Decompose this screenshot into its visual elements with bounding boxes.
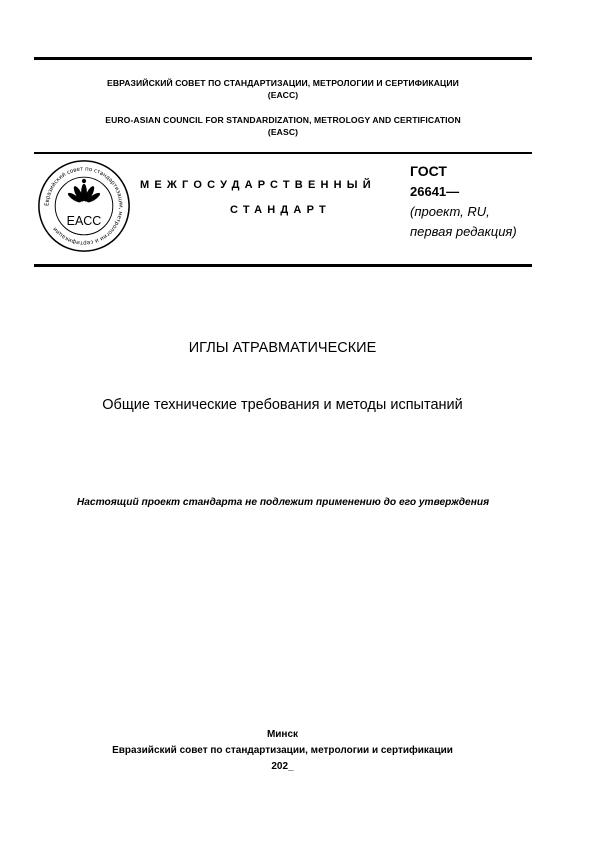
footer-year: 202_ xyxy=(271,761,294,772)
svg-text:Евразийский совет по стандарти xyxy=(44,166,123,245)
interstate-label: МЕЖГОСУДАРСТВЕННЫЙ xyxy=(140,179,376,191)
header-divider xyxy=(34,152,532,154)
council-en-line1: EURO-ASIAN COUNCIL FOR STANDARDIZATION, METROLOGY AND CERTIFICATION xyxy=(105,115,461,125)
gost-number: 26641— xyxy=(410,184,460,199)
gost-note-line2: первая редакция) xyxy=(410,224,517,239)
seal-center-text: EACC xyxy=(66,214,102,229)
top-rule xyxy=(34,57,532,60)
gost-block xyxy=(410,160,517,242)
council-ru-line1: ЕВРАЗИЙСКИЙ СОВЕТ ПО СТАНДАРТИЗАЦИИ, МЕТРОЛОГИИ И СЕРТИФИКАЦИИ xyxy=(107,78,459,88)
council-ru-line2: (ЕАСС) xyxy=(267,90,299,100)
banner-divider xyxy=(34,264,532,267)
gost-title: ГОСТ xyxy=(410,163,447,179)
council-en-line2: (EASC) xyxy=(267,127,299,137)
gost-note-line1: (проект, RU, xyxy=(410,204,490,219)
standard-label: СТАНДАРТ xyxy=(230,204,331,216)
footer-publisher: Евразийский совет по стандартизации, метрологии и сертификации xyxy=(112,745,453,756)
document-title: ИГЛЫ АТРАВМАТИЧЕСКИЕ xyxy=(188,340,377,356)
document-subtitle: Общие технические требования и методы испытаний xyxy=(102,397,463,413)
easc-seal-icon xyxy=(36,158,132,254)
draft-notice: Настоящий проект стандарта не подлежит применению до его утверждения xyxy=(76,497,490,508)
footer-city: Минск xyxy=(266,729,299,740)
seal-ring-text: Евразийский совет по стандартизации, метрологии и сертификации xyxy=(44,166,124,246)
